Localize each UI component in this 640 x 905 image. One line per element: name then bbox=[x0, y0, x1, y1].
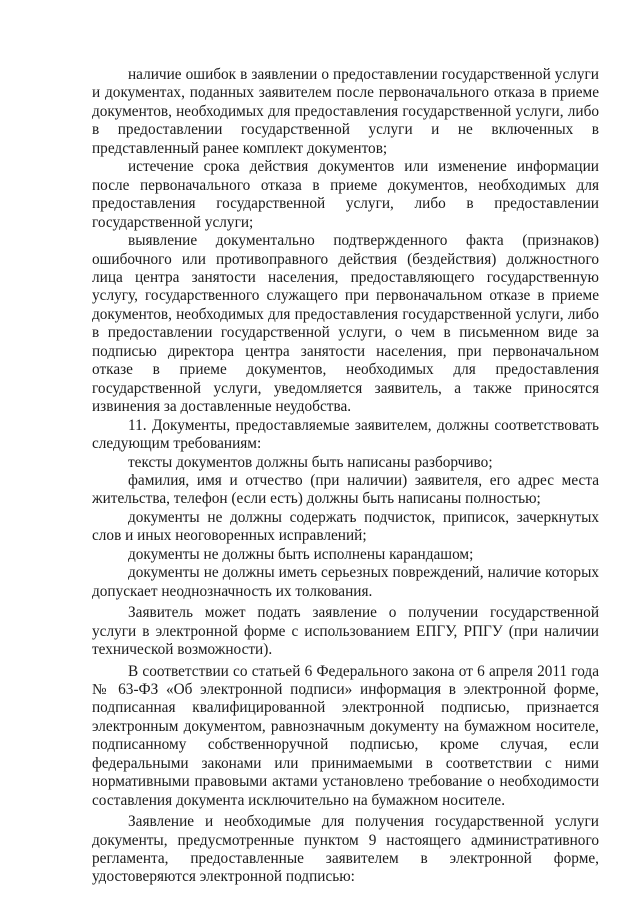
document-body bbox=[92, 66, 599, 887]
paragraph-certified-by-signature: Заявление и необходимые для получения государственной услуги документы, предусмотренные пунктом 9 настоящего административного регламента, предоставленные заявителем в электронной форме, удостоверяются электронной подписью: bbox=[92, 813, 599, 886]
paragraph-erroneous-action: выявление документально подтвержденного факта (признаков) ошибочного или противоправного действия (бездействия) должностного лица центра занятости населения, предоставляющего государственную услугу, государственного служащего при первоначальном отказе в приеме документов, необходимых для предоставления государственной услуги, либо в предоставлении государственной услуги, о чем в письменном виде за подписью директора центра занятости населения, при первоначальном отказе в приеме документов, необходимых для предоставления государственной услуги, уведомляется заявитель, а также приносятся извинения за доставленные неудобства. bbox=[92, 232, 599, 416]
paragraph-errors-in-application: наличие ошибок в заявлении о предоставлении государственной услуги и документах, поданных заявителем после первоначального отказа в приеме документов, необходимых для предоставления государственной услуги, либо в предоставлении государственной услуги и не включенных в представленный ранее комплект документов; bbox=[92, 66, 599, 157]
paragraph-no-erasures: документы не должны содержать подчисток, приписок, зачеркнутых слов и иных неоговоренных исправлений; bbox=[92, 508, 599, 545]
paragraph-electronic-application: Заявитель может подать заявление о получении государственной услуги в электронной форме с использованием ЕПГУ, РПГУ (при наличии технической возможности). bbox=[92, 604, 599, 659]
paragraph-no-damage: документы не должны иметь серьезных повреждений, наличие которых допускает неоднозначность их толкования. bbox=[92, 564, 599, 600]
paragraph-electronic-signature-law: В соответствии со статьей 6 Федерального закона от 6 апреля 2011 года № 63-ФЗ «Об электронной подписи» информация в электронной форме, подписанная квалифицированной электронной подписью, признается электронным документом, равнозначным документу на бумажном носителе, подписанному собственноручной подписью, кроме случая, если федеральными законами или принимаемыми в соответствии с ними нормативными правовыми актами установлено требование о необходимости составления документа исключительно на бумажном носителе. bbox=[92, 662, 599, 809]
paragraph-legible-texts: тексты документов должны быть написаны разборчиво; bbox=[128, 453, 493, 471]
paragraph-expiry-of-documents: истечение срока действия документов или изменение информации после первоначального отказа в приеме документов, необходимых для предоставления государственной услуги, либо в предоставлении государственной услуги; bbox=[92, 158, 599, 231]
paragraph-section-11-requirements: 11. Документы, предоставляемые заявителем, должны соответствовать следующим требованиям: bbox=[92, 416, 599, 453]
paragraph-full-name-address: фамилия, имя и отчество (при наличии) заявителя, его адрес места жительства, телефон (если есть) должны быть написаны полностью; bbox=[92, 471, 599, 508]
paragraph-no-pencil: документы не должны быть исполнены карандашом; bbox=[128, 545, 474, 563]
